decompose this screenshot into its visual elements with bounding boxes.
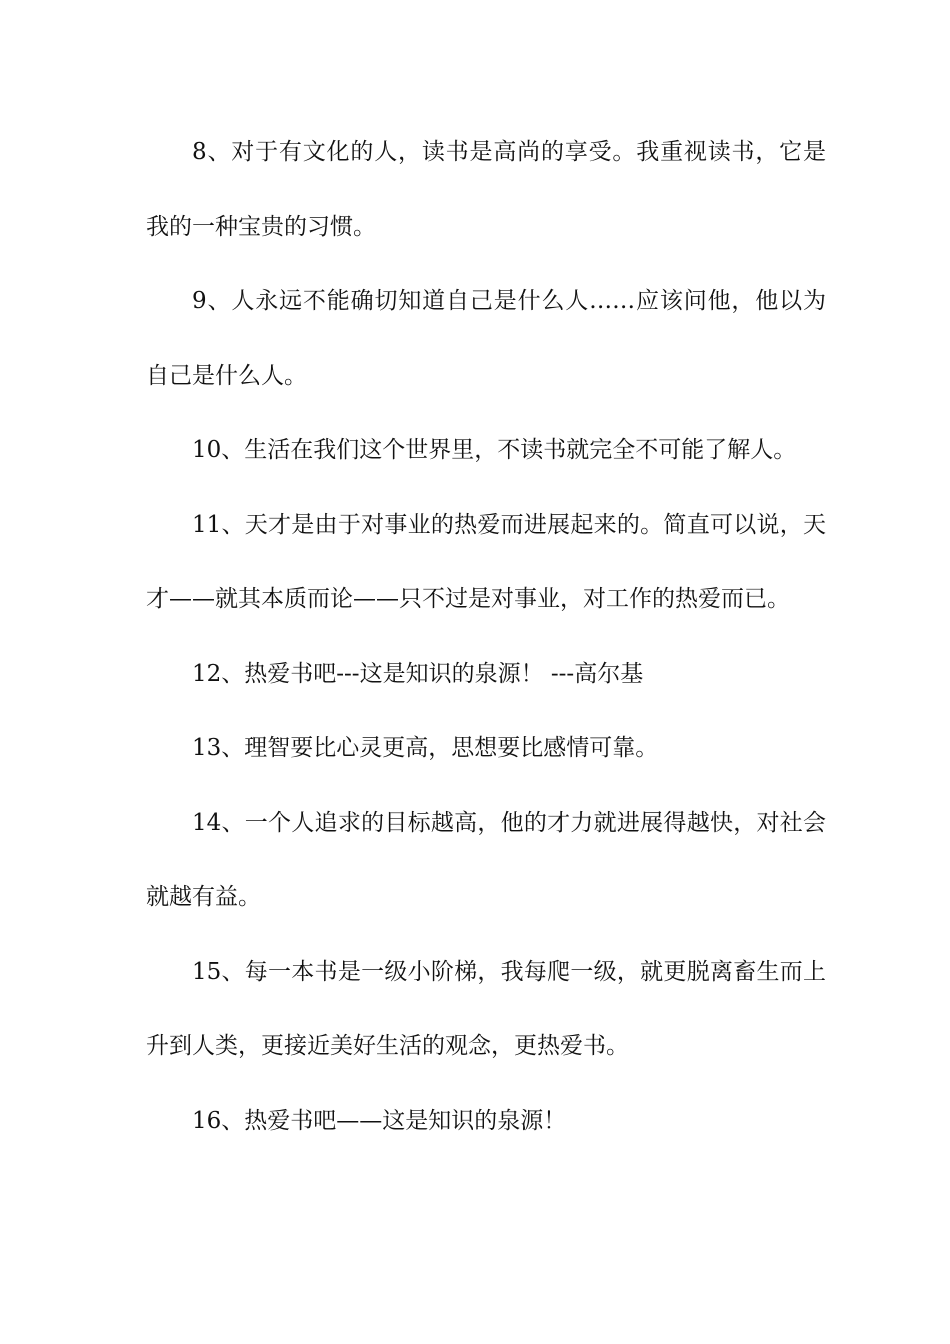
quote-paragraph-9: 9、人永远不能确切知道自己是什么人……应该问他，他以为自己是什么人。 bbox=[146, 288, 826, 389]
document-body bbox=[146, 115, 826, 1158]
quote-paragraph-10: 10、生活在我们这个世界里，不读书就完全不可能了解人。 bbox=[192, 437, 797, 463]
quote-paragraph-16: 16、热爱书吧——这是知识的泉源！ bbox=[192, 1107, 567, 1134]
quote-paragraph-13: 13、理智要比心灵更高，思想要比感情可靠。 bbox=[192, 735, 659, 761]
quote-paragraph-15: 15、每一本书是一级小阶梯，我每爬一级，就更脱离畜生而上升到人类，更接近美好生活的观念，更热爱书。 bbox=[146, 958, 826, 1059]
quote-paragraph-11: 11、天才是由于对事业的热爱而进展起来的。简直可以说，天才——就其本质而论——只不过是对事业，对工作的热爱而已。 bbox=[146, 511, 826, 612]
quote-paragraph-12: 12、热爱书吧---这是知识的泉源！ ---高尔基 bbox=[192, 660, 644, 687]
quote-paragraph-14: 14、一个人追求的目标越高，他的才力就进展得越快，对社会就越有益。 bbox=[146, 809, 826, 910]
quote-paragraph-8: 8、对于有文化的人，读书是高尚的享受。我重视读书，它是我的一种宝贵的习惯。 bbox=[146, 139, 826, 240]
